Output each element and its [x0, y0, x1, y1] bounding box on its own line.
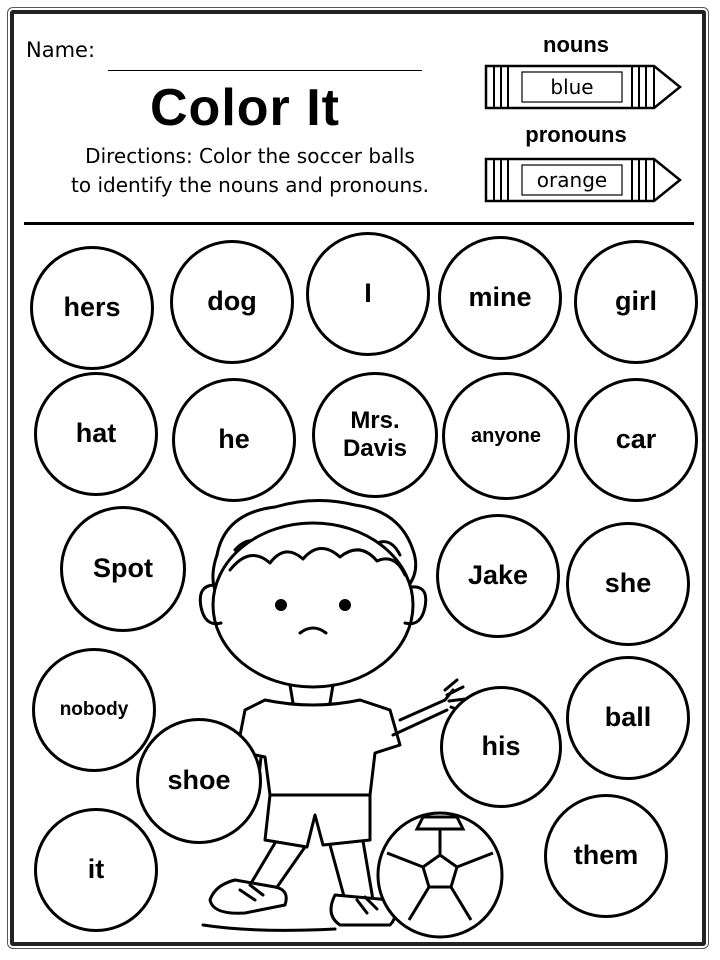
ball-word: anyone	[470, 424, 542, 447]
soccer-ball-jake[interactable]	[436, 514, 560, 638]
ball-word: he	[218, 424, 250, 455]
ball-word: car	[615, 424, 657, 455]
ball-word: hers	[63, 292, 121, 323]
soccer-ball-he[interactable]	[172, 378, 296, 502]
ball-word: it	[87, 854, 105, 885]
soccer-ball-hers[interactable]	[30, 246, 154, 370]
name-line[interactable]	[108, 70, 422, 71]
legend-heading-nouns: nouns	[543, 32, 609, 57]
name-label: Name:	[26, 38, 96, 62]
ball-word: nobody	[59, 699, 129, 721]
soccer-ball-mrs-davis[interactable]	[312, 372, 438, 498]
crayon-label-nouns: blue	[550, 75, 594, 99]
soccer-ball-girl[interactable]	[574, 240, 698, 364]
soccer-ball-hat[interactable]	[34, 372, 158, 496]
soccer-ball-ball[interactable]	[566, 656, 690, 780]
ball-word: she	[604, 568, 652, 599]
ball-word: Jake	[467, 560, 529, 591]
ball-word: them	[573, 840, 639, 871]
directions	[30, 142, 470, 200]
soccer-ball-it[interactable]	[34, 808, 158, 932]
soccer-ball-them[interactable]	[544, 794, 668, 918]
soccer-ball-dog[interactable]	[170, 240, 294, 364]
ball-word: dog	[207, 286, 257, 317]
ball-word: I	[364, 278, 372, 309]
worksheet-title: Color It	[150, 79, 340, 137]
directions-line-1: Directions: Color the soccer balls	[85, 144, 415, 168]
soccer-ball-i[interactable]	[306, 232, 430, 356]
crayon-pronouns	[484, 155, 684, 205]
ball-word: ball	[604, 702, 652, 733]
ball-word: mine	[468, 282, 532, 313]
crayon-label-pronouns: orange	[536, 168, 608, 192]
directions-line-2: to identify the nouns and pronouns.	[71, 173, 429, 197]
soccer-ball-mine[interactable]	[438, 236, 562, 360]
legend-heading-pronouns: pronouns	[525, 122, 627, 147]
soccer-ball-car[interactable]	[574, 378, 698, 502]
ball-word: Spot	[93, 553, 153, 584]
ball-word: shoe	[167, 765, 231, 796]
header-divider	[24, 222, 694, 225]
soccer-ball-shoe[interactable]	[136, 718, 262, 844]
ball-word: girl	[614, 286, 657, 317]
soccer-ball-she[interactable]	[566, 522, 690, 646]
crayon-nouns	[484, 62, 684, 112]
soccer-ball-nobody[interactable]	[32, 648, 156, 772]
ball-word: hat	[75, 418, 117, 449]
soccer-ball-anyone[interactable]	[442, 372, 570, 500]
ball-word: his	[481, 731, 521, 762]
ball-word: Mrs. Davis	[342, 407, 408, 462]
soccer-ball-his[interactable]	[440, 686, 562, 808]
soccer-ball-spot[interactable]	[60, 506, 186, 632]
